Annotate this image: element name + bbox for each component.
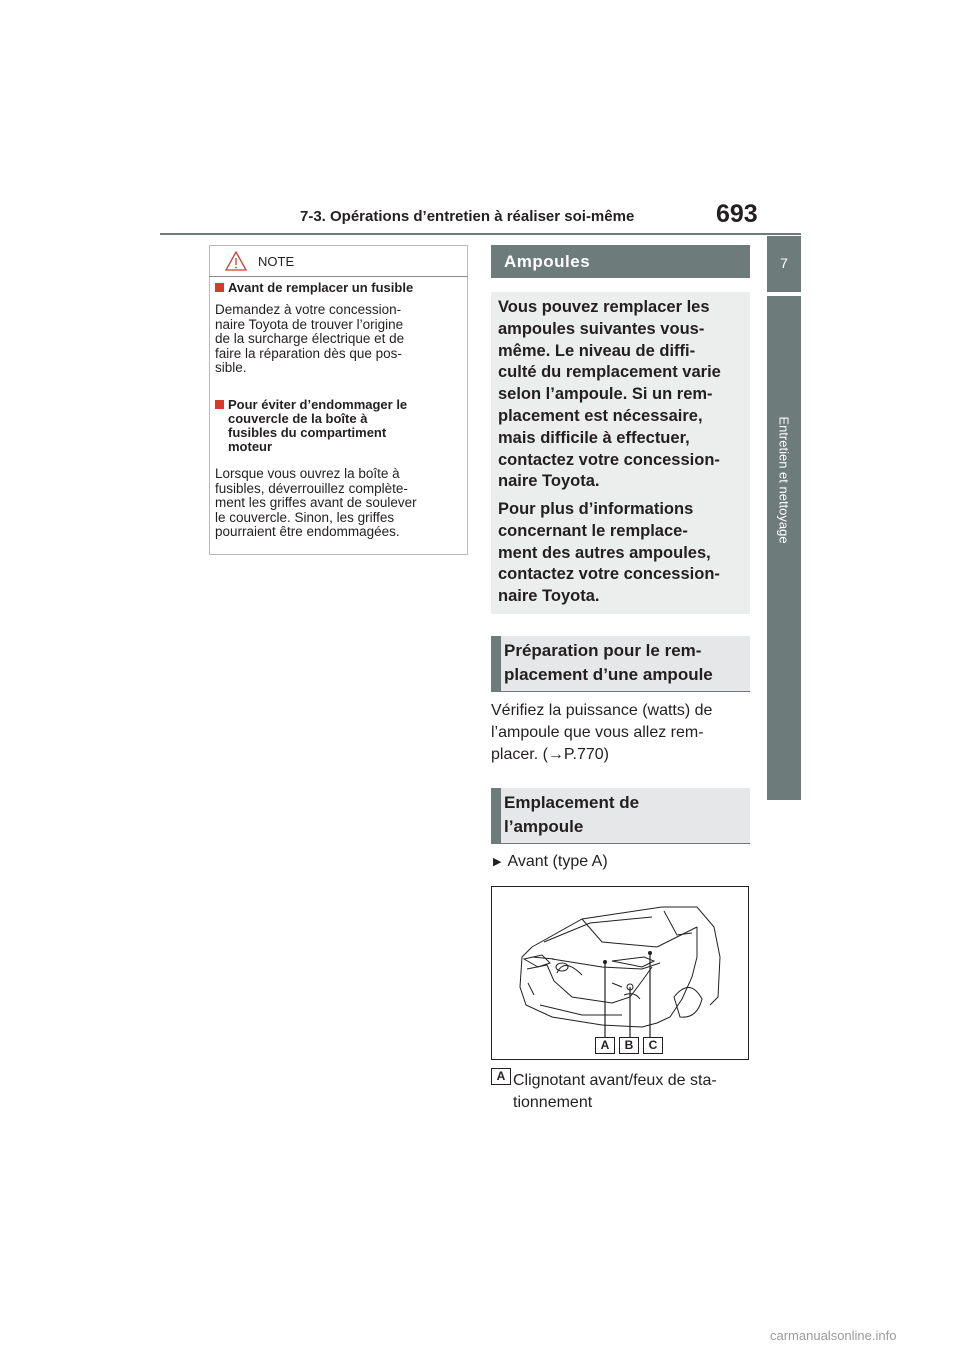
running-header-title: 7-3. Opérations d’entretien à réaliser soi-même — [300, 208, 635, 225]
note-header — [209, 245, 468, 277]
note-heading-2: Pour éviter d’endommager le couvercle de la boîte à fusibles du compartiment moteur — [215, 398, 407, 454]
subsection-heading-emplacement: Emplacement de l’ampoule — [491, 788, 750, 844]
callout-label-a: A — [595, 1037, 615, 1054]
note-paragraph-1: Demandez à votre concession- naire Toyota de trouver l’origine de la surcharge électrique et de faire la réparation dès que pos- sible. — [215, 302, 405, 375]
red-square-bullet-icon — [215, 400, 224, 409]
car-illustration-frame — [491, 886, 749, 1060]
callout-label-c: C — [643, 1037, 663, 1054]
note-heading-1: Avant de remplacer un fusible — [215, 281, 413, 295]
chapter-number: 7 — [780, 255, 788, 271]
header-rule — [160, 233, 801, 235]
red-square-bullet-icon — [215, 283, 224, 292]
intro-paragraph-1: Vous pouvez remplacer les ampoules suivantes vous- même. Le niveau de diffi- culté du remplacement varie selon l’ampoule. Si un rem- placement est nécessaire, mais difficile à effectuer, contactez votre concession- naire Toyota. — [498, 298, 721, 491]
watermark: carmanualsonline.info — [770, 1328, 897, 1343]
legend-text-a: Clignotant avant/feux de sta- tionnement — [513, 1072, 717, 1111]
front-car-drawing — [492, 887, 748, 1059]
triangle-bullet-icon: ▶ — [493, 856, 502, 868]
intro-paragraph-2: Pour plus d’informations concernant le remplace- ment des autres ampoules, contactez votre concession- naire Toyota. — [498, 500, 720, 606]
callout-label-b: B — [619, 1037, 639, 1054]
note-title: NOTE — [258, 254, 295, 269]
page-number: 693 — [716, 200, 758, 228]
section-title-ampoules: Ampoules — [491, 245, 750, 278]
subsection-heading-preparation: Préparation pour le rem- placement d’une ampoule — [491, 636, 750, 692]
chapter-label: Entretien et nettoyage — [776, 416, 792, 544]
legend-label-a: A — [491, 1068, 511, 1085]
preparation-body: Vérifiez la puissance (watts) de l’ampoule que vous allez rem- placer. (→P.770) — [491, 702, 713, 763]
warning-triangle-icon — [225, 251, 247, 271]
chapter-tab-divider — [767, 292, 801, 296]
note-paragraph-2: Lorsque vous ouvrez la boîte à fusibles, déverrouillez complète- ment les griffes avant de soulever le couvercle. Sinon, les griffes pourraient être endommagées. — [215, 466, 417, 539]
bullet-avant-type-a: ▶ Avant (type A) — [493, 853, 608, 870]
